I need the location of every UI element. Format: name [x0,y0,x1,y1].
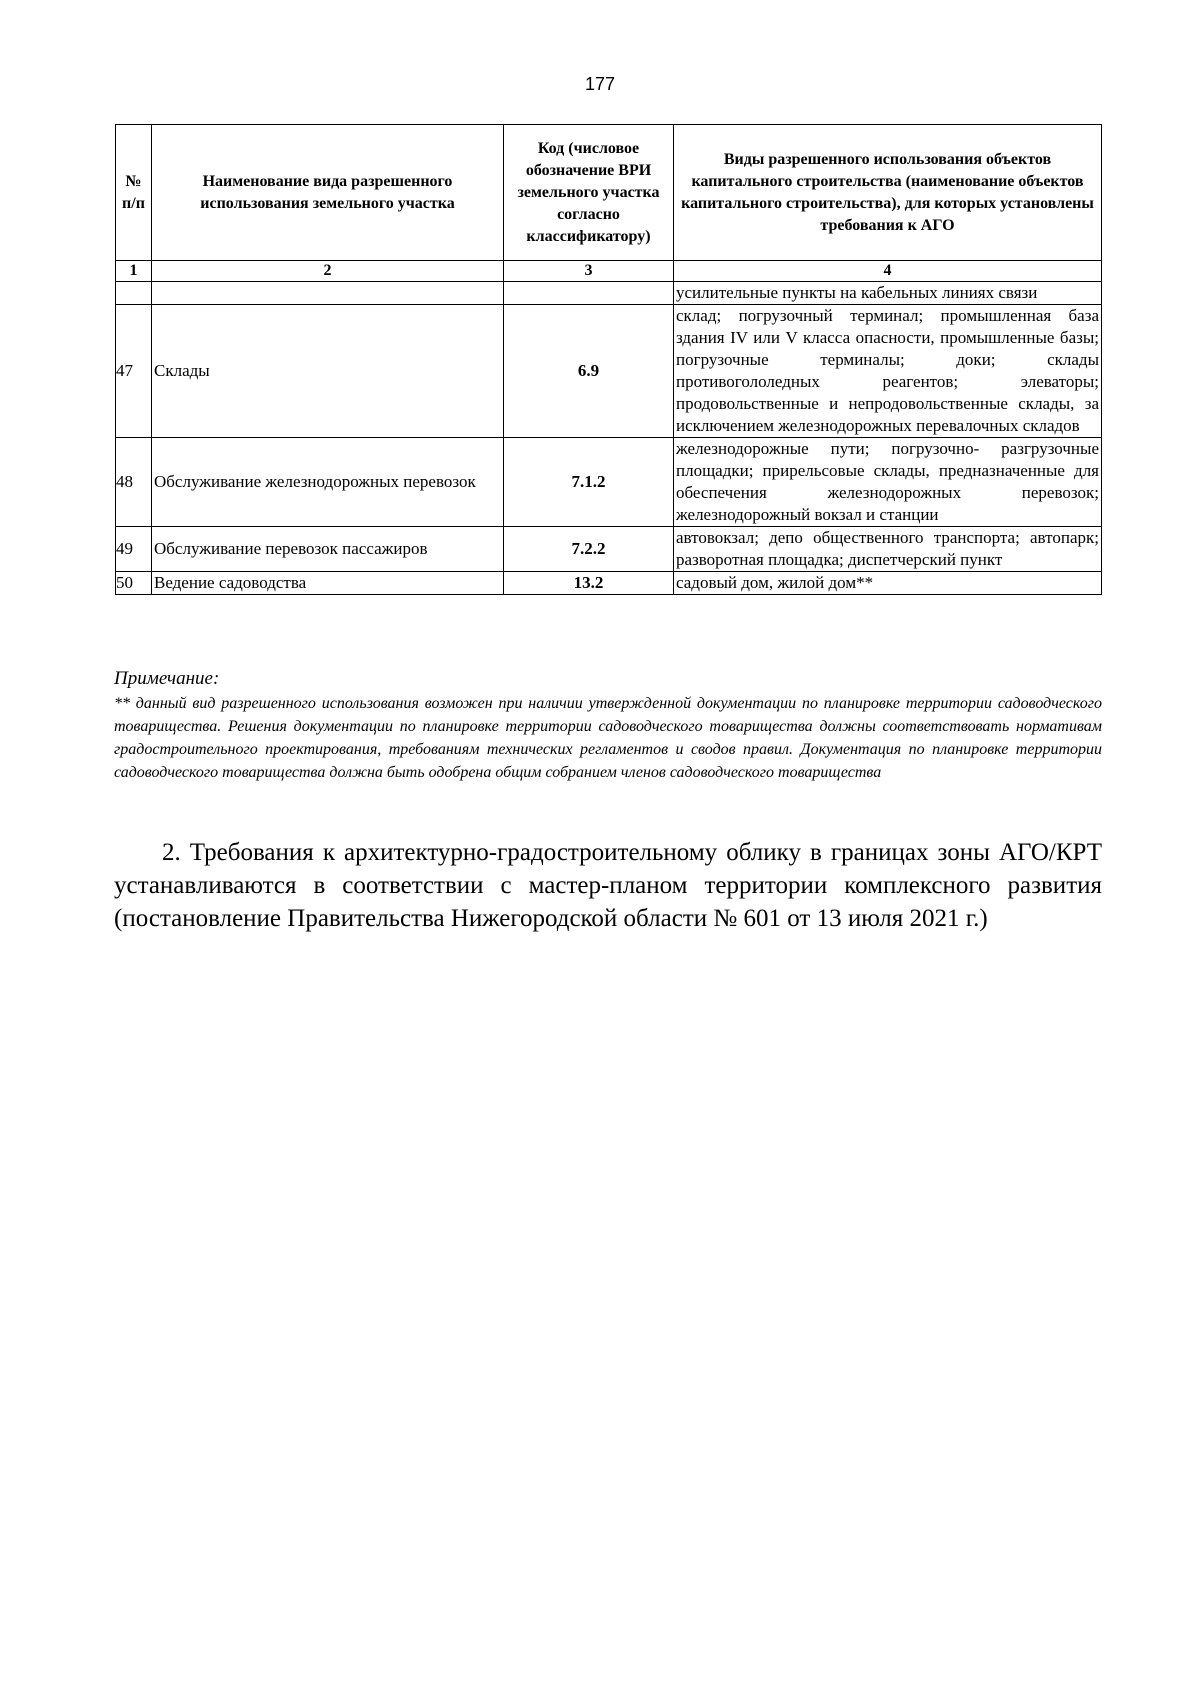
table-row [116,572,1102,595]
row-description: усилительные пункты на кабельных линиях связи [674,282,1102,305]
row-code: 7.2.2 [504,527,674,572]
section-paragraph: 2. Требования к архитектурно-градостроительному облику в границах зоны АГО/КРТ устанавливаются в соответствии с мастер-планом территории комплексного развития (постановление Правительства Нижегородской области № 601 от 13 июля 2021 г.) [114,839,1102,932]
row-name: Обслуживание железнодорожных перевозок [152,438,504,527]
column-number-row [116,261,1102,282]
row-code: 13.2 [504,572,674,595]
column-number: 2 [152,261,504,282]
row-code: 7.1.2 [504,438,674,527]
row-name: Обслуживание перевозок пассажиров [152,527,504,572]
row-number [116,282,152,305]
header-land-use-name: Наименование вида разрешенного использования земельного участка [152,125,504,261]
table-row [116,527,1102,572]
table-row [116,438,1102,527]
column-number: 3 [504,261,674,282]
row-description: железнодорожные пути; погрузочно- разгрузочные площадки; прирельсовые склады, предназначенные для обеспечения железнодорожных перевозок; железнодорожный вокзал и станции [674,438,1102,527]
header-number: № п/п [116,125,152,261]
note-title: Примечание: [114,668,220,689]
column-number: 4 [674,261,1102,282]
note-text: ** данный вид разрешенного использования возможен при наличии утвержденной документации по планировке территории садоводческого товарищества. Решения документации по планировке территории садоводческого товарищества должны соответствовать нормативам градостроительного проектирования, требованиям технических регламентов и сводов правил. Документация по планировке территории садоводческого товарищества должна быть одобрена общим собранием членов садоводческого товарищества [114,695,1102,781]
row-name: Ведение садоводства [152,572,504,595]
row-number: 49 [116,527,152,572]
permitted-use-table [115,124,1102,595]
header-code: Код (числовое обозначение ВРИ земельного участка согласно классификатору) [504,125,674,261]
page-number: 177 [584,74,616,94]
table-row [116,305,1102,438]
row-number: 48 [116,438,152,527]
row-description: автовокзал; депо общественного транспорта; автопарк; разворотная площадка; диспетчерский пункт [674,527,1102,572]
row-code [504,282,674,305]
table-header-row [116,125,1102,261]
row-number: 47 [116,305,152,438]
row-code: 6.9 [504,305,674,438]
row-description: склад; погрузочный терминал; промышленная база здания IV или V класса опасности, промышленные базы; погрузочные терминалы; доки; склады противогололедных реагентов; элеваторы; продовольственные и непродовольственные склады, за исключением железнодорожных перевалочных складов [674,305,1102,438]
table-row [116,282,1102,305]
header-construction-uses: Виды разрешенного использования объектов капитального строительства (наименование объектов капитального строительства), для которых установлены требования к АГО [674,125,1102,261]
row-number: 50 [116,572,152,595]
row-name [152,282,504,305]
column-number: 1 [116,261,152,282]
row-name: Склады [152,305,504,438]
row-description: садовый дом, жилой дом** [674,572,1102,595]
